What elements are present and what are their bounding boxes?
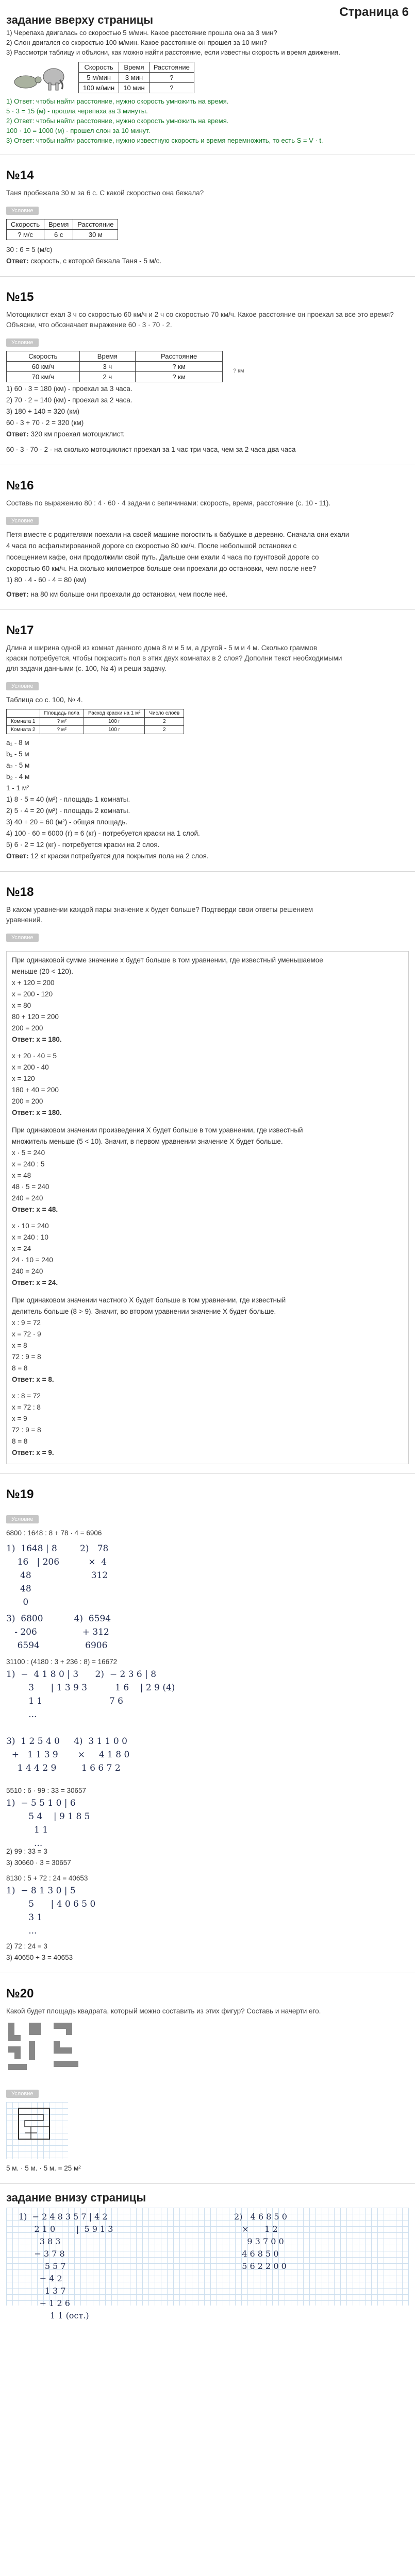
- top-task-title: задание вверху страницы: [6, 13, 154, 26]
- top-task-answer-3: 2) Ответ: чтобы найти расстояние, нужно скорость умножить на время.: [6, 117, 229, 125]
- table-header: Скорость: [7, 219, 44, 230]
- task-18-part-4-eq2: x : 8 = 72 x = 72 : 8 x = 9 72 : 9 = 8 8 = 8: [12, 1392, 41, 1445]
- table-header: Время: [79, 351, 136, 362]
- task-19-column-calcs-3: 1) − 5 5 1 0 | 6 5 4 | 9 1 8 5 1 1 ...: [6, 1798, 90, 1849]
- turtle-elephant-illustration: [6, 61, 68, 93]
- solution-tag: Условие: [6, 934, 39, 942]
- task-18-part-3-lead: При одинаковом значении произведения X будет больше в том уравнении, где известный множитель меньше (5 < 10). Значит, в первом уравнении значение X будет больше.: [12, 1126, 303, 1145]
- top-task-answer-1: 1) Ответ: чтобы найти расстояние, нужно скорость умножить на время.: [6, 97, 229, 105]
- table-cell: ? км: [136, 362, 223, 372]
- task-16-text: Составь по выражению 80 : 4 · 60 · 4 задачи с величинами: скорость, время, расстояние (с. 10 - 11).: [6, 499, 331, 507]
- answer-text: Ответ: x = 180.: [12, 1036, 62, 1043]
- solution-tag: Условие: [6, 207, 39, 215]
- task-18-part-4-eq: x : 9 = 72 x = 72 · 9 x = 8 72 : 9 = 8 8 = 8: [12, 1319, 41, 1372]
- solution-tag: Условие: [6, 517, 39, 525]
- answer-label: Ответ:: [6, 430, 29, 438]
- task-17-solution: a₁ - 8 м b₁ - 5 м a₂ - 5 м b₂ - 4 м 1 - 1 м² 1) 8 · 5 = 40 (м²) - площадь 1 комнаты. 2) 5 · 4 = 20 (м²) - площадь 2 комнаты. 3) 40 + 20 = 60 (м²) - общая площадь. 4) 100 · 60 = 6000 (г) = 6 (кг) - потребуется краски на 1 слой. 5) 6 · 2 = 12 (кг) - потребуется краски на 2 слоя.: [6, 739, 200, 849]
- task-14-text: Таня пробежала 30 м за 6 с. С какой скоростью она бежала?: [6, 189, 204, 197]
- solution-tag: Условие: [6, 338, 39, 347]
- task-20-figures: [0, 2016, 415, 2081]
- table-header: Число слоёв: [145, 709, 184, 718]
- task-14-table: [6, 219, 118, 240]
- task-19-column-calcs-4: 1) − 8 1 3 0 | 5 5 | 4 0 6 5 0 3 1 ...: [6, 1886, 96, 1936]
- solution-tag: Условие: [6, 682, 39, 690]
- task-17-table: [6, 709, 184, 734]
- table-cell: Комната 1: [7, 718, 40, 726]
- answer-label: Ответ:: [6, 852, 29, 860]
- task-19-column-3: 3) 6800 - 206 6594: [6, 1614, 43, 1651]
- figure-pieces-2: [52, 2021, 93, 2077]
- divider: [0, 2183, 415, 2184]
- task-15-table: [6, 351, 223, 382]
- answer-label: Ответ:: [6, 590, 29, 598]
- page-header: [0, 0, 415, 28]
- task-18-solution-box: [6, 951, 409, 1464]
- table-cell: ? м²: [40, 726, 84, 734]
- table-cell: 3 мин: [119, 72, 149, 82]
- task-19-column-calcs-2: 1) − 4 1 8 0 | 3 2) − 2 3 6 | 8 3 | 1 3 9 3 1 6 | 2 9 (4) 1 1 7 6 ... 3) 1 2 5 4 0 4) 3 1 1 0 0 + 1 1 3 9 × 4 1 8 0 1 4 4 2 9 1 6 6 7 2: [6, 1669, 175, 1773]
- table-cell: 100 м/мин: [79, 82, 119, 93]
- task-17-text: Длина и ширина одной из комнат данного дома 8 м и 5 м, а другой - 5 м и 4 м. Сколько граммов краски потребуется, чтобы покрасить пол в этих двух комнатах в 2 слоя? Дополни текст необходимыми для задачи данными (с. 100, № 4) и реши задачу.: [6, 644, 342, 672]
- task-18-part-3-answer-a: Ответ: x = 48.: [12, 1206, 58, 1213]
- table-cell: 10 мин: [119, 82, 149, 93]
- task-18-text: В каком уравнении каждой пары значение x будет больше? Подтверди свои ответы решением уравнений.: [6, 906, 313, 924]
- answer-text: скорость, с которой бежала Таня - 5 м/с.: [30, 257, 162, 265]
- solution-tag: Условие: [6, 1515, 39, 1523]
- task-20-title: №20: [6, 1987, 34, 2001]
- table-cell: ?: [149, 82, 194, 93]
- answer-text: 320 км проехал мотоциклист.: [30, 430, 125, 438]
- table-cell: 100 г: [84, 718, 144, 726]
- top-task-question-3: 3) Рассмотри таблицу и объясни, как можно найти расстояние, если известны скорость и время движения.: [6, 48, 340, 56]
- table-header: Время: [44, 219, 73, 230]
- task-18-part-2-answer: [12, 1107, 403, 1118]
- task-19-expr-2: 31100 : (4180 : 3 + 236 : 8) = 16672: [6, 1658, 118, 1666]
- task-16-title: №16: [6, 479, 34, 493]
- task-14-answer: [0, 256, 415, 267]
- answer-text: на 80 км больше они проехали до остановки, чем после неё.: [30, 590, 228, 598]
- table-cell: ? км: [136, 372, 223, 382]
- divider: [0, 609, 415, 610]
- task-15-answer: [0, 429, 415, 440]
- table-header: Расстояние: [136, 351, 223, 362]
- task-19-step-4b: 3) 40650 + 3 = 40653: [6, 1954, 73, 1961]
- task-16-answer: [0, 589, 415, 600]
- top-task-table: [78, 62, 194, 93]
- task-19-column-4: 4) 6594 + 312 6906: [74, 1614, 111, 1651]
- task-18-part-4-answer: [12, 1447, 403, 1459]
- table-cell: 5 м/мин: [79, 72, 119, 82]
- task-19-step-3b: 3) 30660 · 3 = 30657: [6, 1859, 71, 1867]
- figure-pieces-1: [6, 2021, 47, 2077]
- answer-text: Ответ: x = 180.: [12, 1109, 62, 1116]
- task-19-column-2: 2) 78 × 4 312: [80, 1544, 109, 1581]
- task-20-drawing-grid: [6, 2102, 68, 2159]
- table-cell: 2: [145, 726, 184, 734]
- answer-text: Ответ: x = 9.: [12, 1449, 54, 1456]
- task-19-expr-1: 6800 : 1648 : 8 + 78 · 4 = 6906: [6, 1529, 102, 1537]
- task-18-part-3-answer: [12, 1277, 403, 1289]
- answer-text: 12 кг краски потребуется для покрытия пола на 2 слоя.: [30, 852, 209, 860]
- table-header: Площадь пола: [40, 709, 84, 718]
- task-14-title: №14: [6, 168, 34, 182]
- table-cell: 6 с: [44, 230, 73, 240]
- divider: [0, 1473, 415, 1474]
- task-16-solution: Петя вместе с родителями поехали на своей машине погостить к бабушке в деревню. Сначала они ехали 4 часа по асфальтированной дороге со скоростью 80 км/ч. После небольшой остановки с посещением кафе, они продолжили свой путь. Дальше они ехали 4 часа по грунтовой дороге со скоростью 60 км/ч. На сколько километров больше они проехали до остановки, чем после нее? 1) 80 · 4 - 60 · 4 = 80 (км): [6, 531, 350, 584]
- answer-text: Ответ: x = 24.: [12, 1279, 58, 1286]
- table-header: [7, 709, 40, 718]
- table-header: Расход краски на 1 м²: [84, 709, 144, 718]
- table-header: Расстояние: [73, 219, 118, 230]
- task-15-text: Мотоциклист ехал 3 ч со скоростью 60 км/ч и 2 ч со скоростью 70 км/ч. Какое расстояние он проехал за все это время? Объясни, что обозначает выражение 60 · 3 · 70 · 2.: [6, 311, 394, 329]
- table-cell: Комната 2: [7, 726, 40, 734]
- task-15-total: ? км: [233, 368, 244, 374]
- divider: [0, 871, 415, 872]
- task-17-table-caption: Таблица со с. 100, № 4.: [6, 696, 83, 704]
- answer-label: Ответ:: [6, 257, 29, 265]
- task-19-title: №19: [6, 1487, 34, 1501]
- top-task: [0, 28, 415, 145]
- page-number: Страница 6: [339, 5, 409, 19]
- task-19-expr-4: 8130 : 5 + 72 : 24 = 40653: [6, 1874, 88, 1882]
- task-17-title: №17: [6, 623, 34, 637]
- task-19-step-3a: 2) 99 : 33 = 3: [6, 1848, 47, 1855]
- top-task-answer-5: 3) Ответ: чтобы найти расстояние, нужно известную скорость и время перемножить, то есть S = V · t.: [6, 137, 323, 144]
- table-cell: 60 км/ч: [7, 362, 80, 372]
- top-task-question-2: 2) Слон двигался со скоростью 100 м/мин. Какое расстояние он прошел за 10 мин?: [6, 39, 267, 46]
- task-18-part-4-lead: При одинаковом значении частного X будет больше в том уравнении, где известный делитель больше (8 > 9). Значит, во втором уравнении значение X будет больше.: [12, 1296, 286, 1315]
- task-18-title: №18: [6, 885, 34, 899]
- task-15-solution: 1) 60 · 3 = 180 (км) - проехал за 3 часа. 2) 70 · 2 = 140 (км) - проехал за 2 часа. 3) 180 + 140 = 320 (км) 60 · 3 + 70 · 2 = 320 (км): [6, 385, 132, 427]
- table-cell: ? м²: [40, 718, 84, 726]
- top-task-answer-4: 100 · 10 = 1000 (м) - прошел слон за 10 минут.: [6, 127, 151, 134]
- task-18-part-1-answer: [12, 1034, 403, 1045]
- table-header: Расстояние: [149, 62, 194, 72]
- task-20-text: Какой будет площадь квадрата, который можно составить из этих фигур? Составь и начерти его.: [6, 2007, 321, 2015]
- table-cell: 100 г: [84, 726, 144, 734]
- table-cell: ?: [149, 72, 194, 82]
- divider: [0, 276, 415, 277]
- table-header: Время: [119, 62, 149, 72]
- table-cell: 3 ч: [79, 362, 136, 372]
- task-15-title: №15: [6, 290, 34, 304]
- task-19-expr-3: 5510 : 6 · 99 : 33 = 30657: [6, 1787, 86, 1794]
- task-18-part-4-answer-a: Ответ: x = 8.: [12, 1376, 54, 1383]
- task-15-explanation: 60 · 3 · 70 · 2 - на сколько мотоциклист проехал за 1 час три часа, чем за 2 часа два часа: [6, 446, 296, 453]
- task-18-part-3-eq: x · 5 = 240 x = 240 : 5 x = 48 48 · 5 = 240 240 = 240: [12, 1149, 49, 1202]
- table-cell: 30 м: [73, 230, 118, 240]
- task-14-solution: 30 : 6 = 5 (м/с): [6, 246, 53, 253]
- task-17-answer: [0, 851, 415, 862]
- table-cell: 70 км/ч: [7, 372, 80, 382]
- task-19-column-1: 1) 1648 | 8 16 | 206 48 48 0: [6, 1544, 60, 1607]
- table-cell: 2: [145, 718, 184, 726]
- solution-tag: Условие: [6, 2090, 39, 2098]
- task-18-part-2-eq: x + 20 · 40 = 5 x = 200 - 40 x = 120 180 + 40 = 200 200 = 200: [12, 1052, 59, 1105]
- top-task-question-1: 1) Черепаха двигалась со скоростью 5 м/мин. Какое расстояние прошла она за 3 мин?: [6, 29, 277, 37]
- table-cell: ? м/с: [7, 230, 44, 240]
- top-task-answer-2: 5 · 3 = 15 (м) - прошла черепаха за 3 минуты.: [6, 107, 148, 115]
- task-20-answer: 5 м. · 5 м. · 5 м. = 25 м²: [6, 2164, 81, 2172]
- task-18-part-3-eq2: x · 10 = 240 x = 240 : 10 x = 24 24 · 10 = 240 240 = 240: [12, 1222, 53, 1275]
- task-18-part-1-lead: При одинаковой сумме значение x будет больше в том уравнении, где известный уменьшаемое меньше (20 < 120).: [12, 956, 323, 975]
- table-header: Скорость: [79, 62, 119, 72]
- task-18-part-1-eq: x + 120 = 200 x = 200 - 120 x = 80 80 + 120 = 200 200 = 200: [12, 979, 59, 1032]
- task-19-step-4a: 2) 72 : 24 = 3: [6, 1942, 47, 1950]
- bottom-task-title: задание внизу страницы: [6, 2191, 146, 2204]
- table-cell: 2 ч: [79, 372, 136, 382]
- bottom-task-handwriting: 1) − 2 4 8 3 5 7 | 4 2 2 1 0 | 5 9 1 3 3 8 3 − 3 7 8 5 5 7 − 4 2 1 3 7 − 1 2 6 1 1 (ост.) 2) 4 6 8 5 0 × 1 2 9 3 7 0 0 4 6 8 5 0 5 6 2 2 0 0: [6, 2208, 409, 2306]
- table-header: Скорость: [7, 351, 80, 362]
